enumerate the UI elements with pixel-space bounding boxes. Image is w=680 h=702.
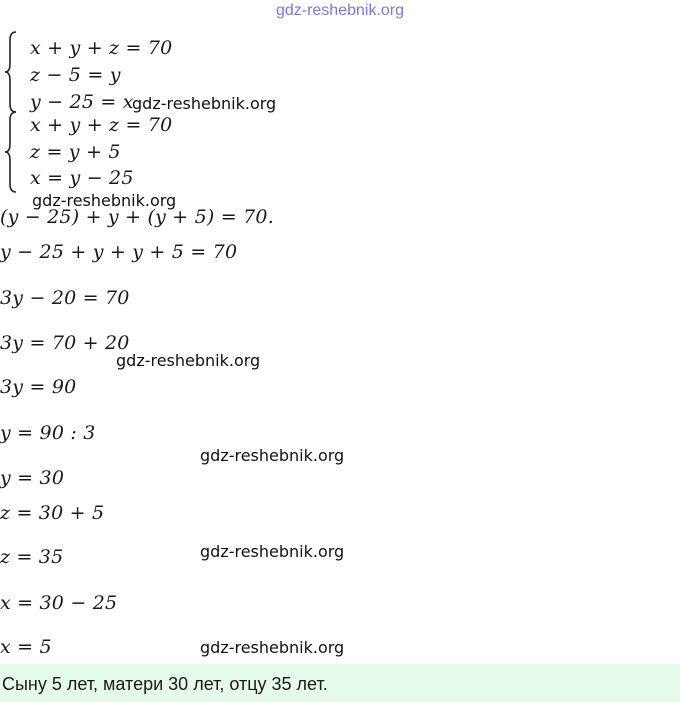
- step-1: (y − 25) + y + (y + 5) = 70.: [0, 206, 274, 228]
- system-2-eq-3: x = y − 25: [30, 167, 134, 189]
- step-4: 3y = 70 + 20: [0, 332, 130, 354]
- step-9: z = 35: [0, 546, 64, 568]
- step-5: 3y = 90: [0, 376, 77, 398]
- step-8: z = 30 + 5: [0, 502, 105, 524]
- step-7: y = 30: [0, 467, 65, 489]
- watermark: gdz-reshebnik.org: [116, 351, 261, 370]
- system-2-eq-1: x + y + z = 70: [30, 114, 173, 136]
- step-6: y = 90 : 3: [0, 422, 96, 444]
- watermark: gdz-reshebnik.org: [32, 191, 177, 210]
- step-10: x = 30 − 25: [0, 592, 118, 614]
- watermark: gdz-reshebnik.org: [200, 446, 345, 465]
- system-1-eq-1: x + y + z = 70: [30, 37, 173, 59]
- answer-box: [0, 664, 680, 702]
- site-watermark-top: gdz-reshebnik.org: [275, 2, 405, 19]
- answer-text: Сыну 5 лет, матери 30 лет, отцу 35 лет.: [2, 674, 328, 694]
- system-2-brace: [4, 110, 18, 198]
- system-2-eq-2: z = y + 5: [30, 141, 121, 163]
- watermark: gdz-reshebnik.org: [200, 638, 345, 657]
- watermark: gdz-reshebnik.org: [200, 542, 345, 561]
- step-11: x = 5: [0, 636, 52, 658]
- system-1-brace: [4, 30, 18, 118]
- system-1-eq-3: y − 25 = x: [30, 91, 134, 113]
- system-1-eq-2: z − 5 = y: [30, 64, 121, 86]
- watermark: gdz-reshebnik.org: [132, 94, 277, 113]
- step-3: 3y − 20 = 70: [0, 287, 130, 309]
- step-2: y − 25 + y + y + 5 = 70: [0, 241, 238, 263]
